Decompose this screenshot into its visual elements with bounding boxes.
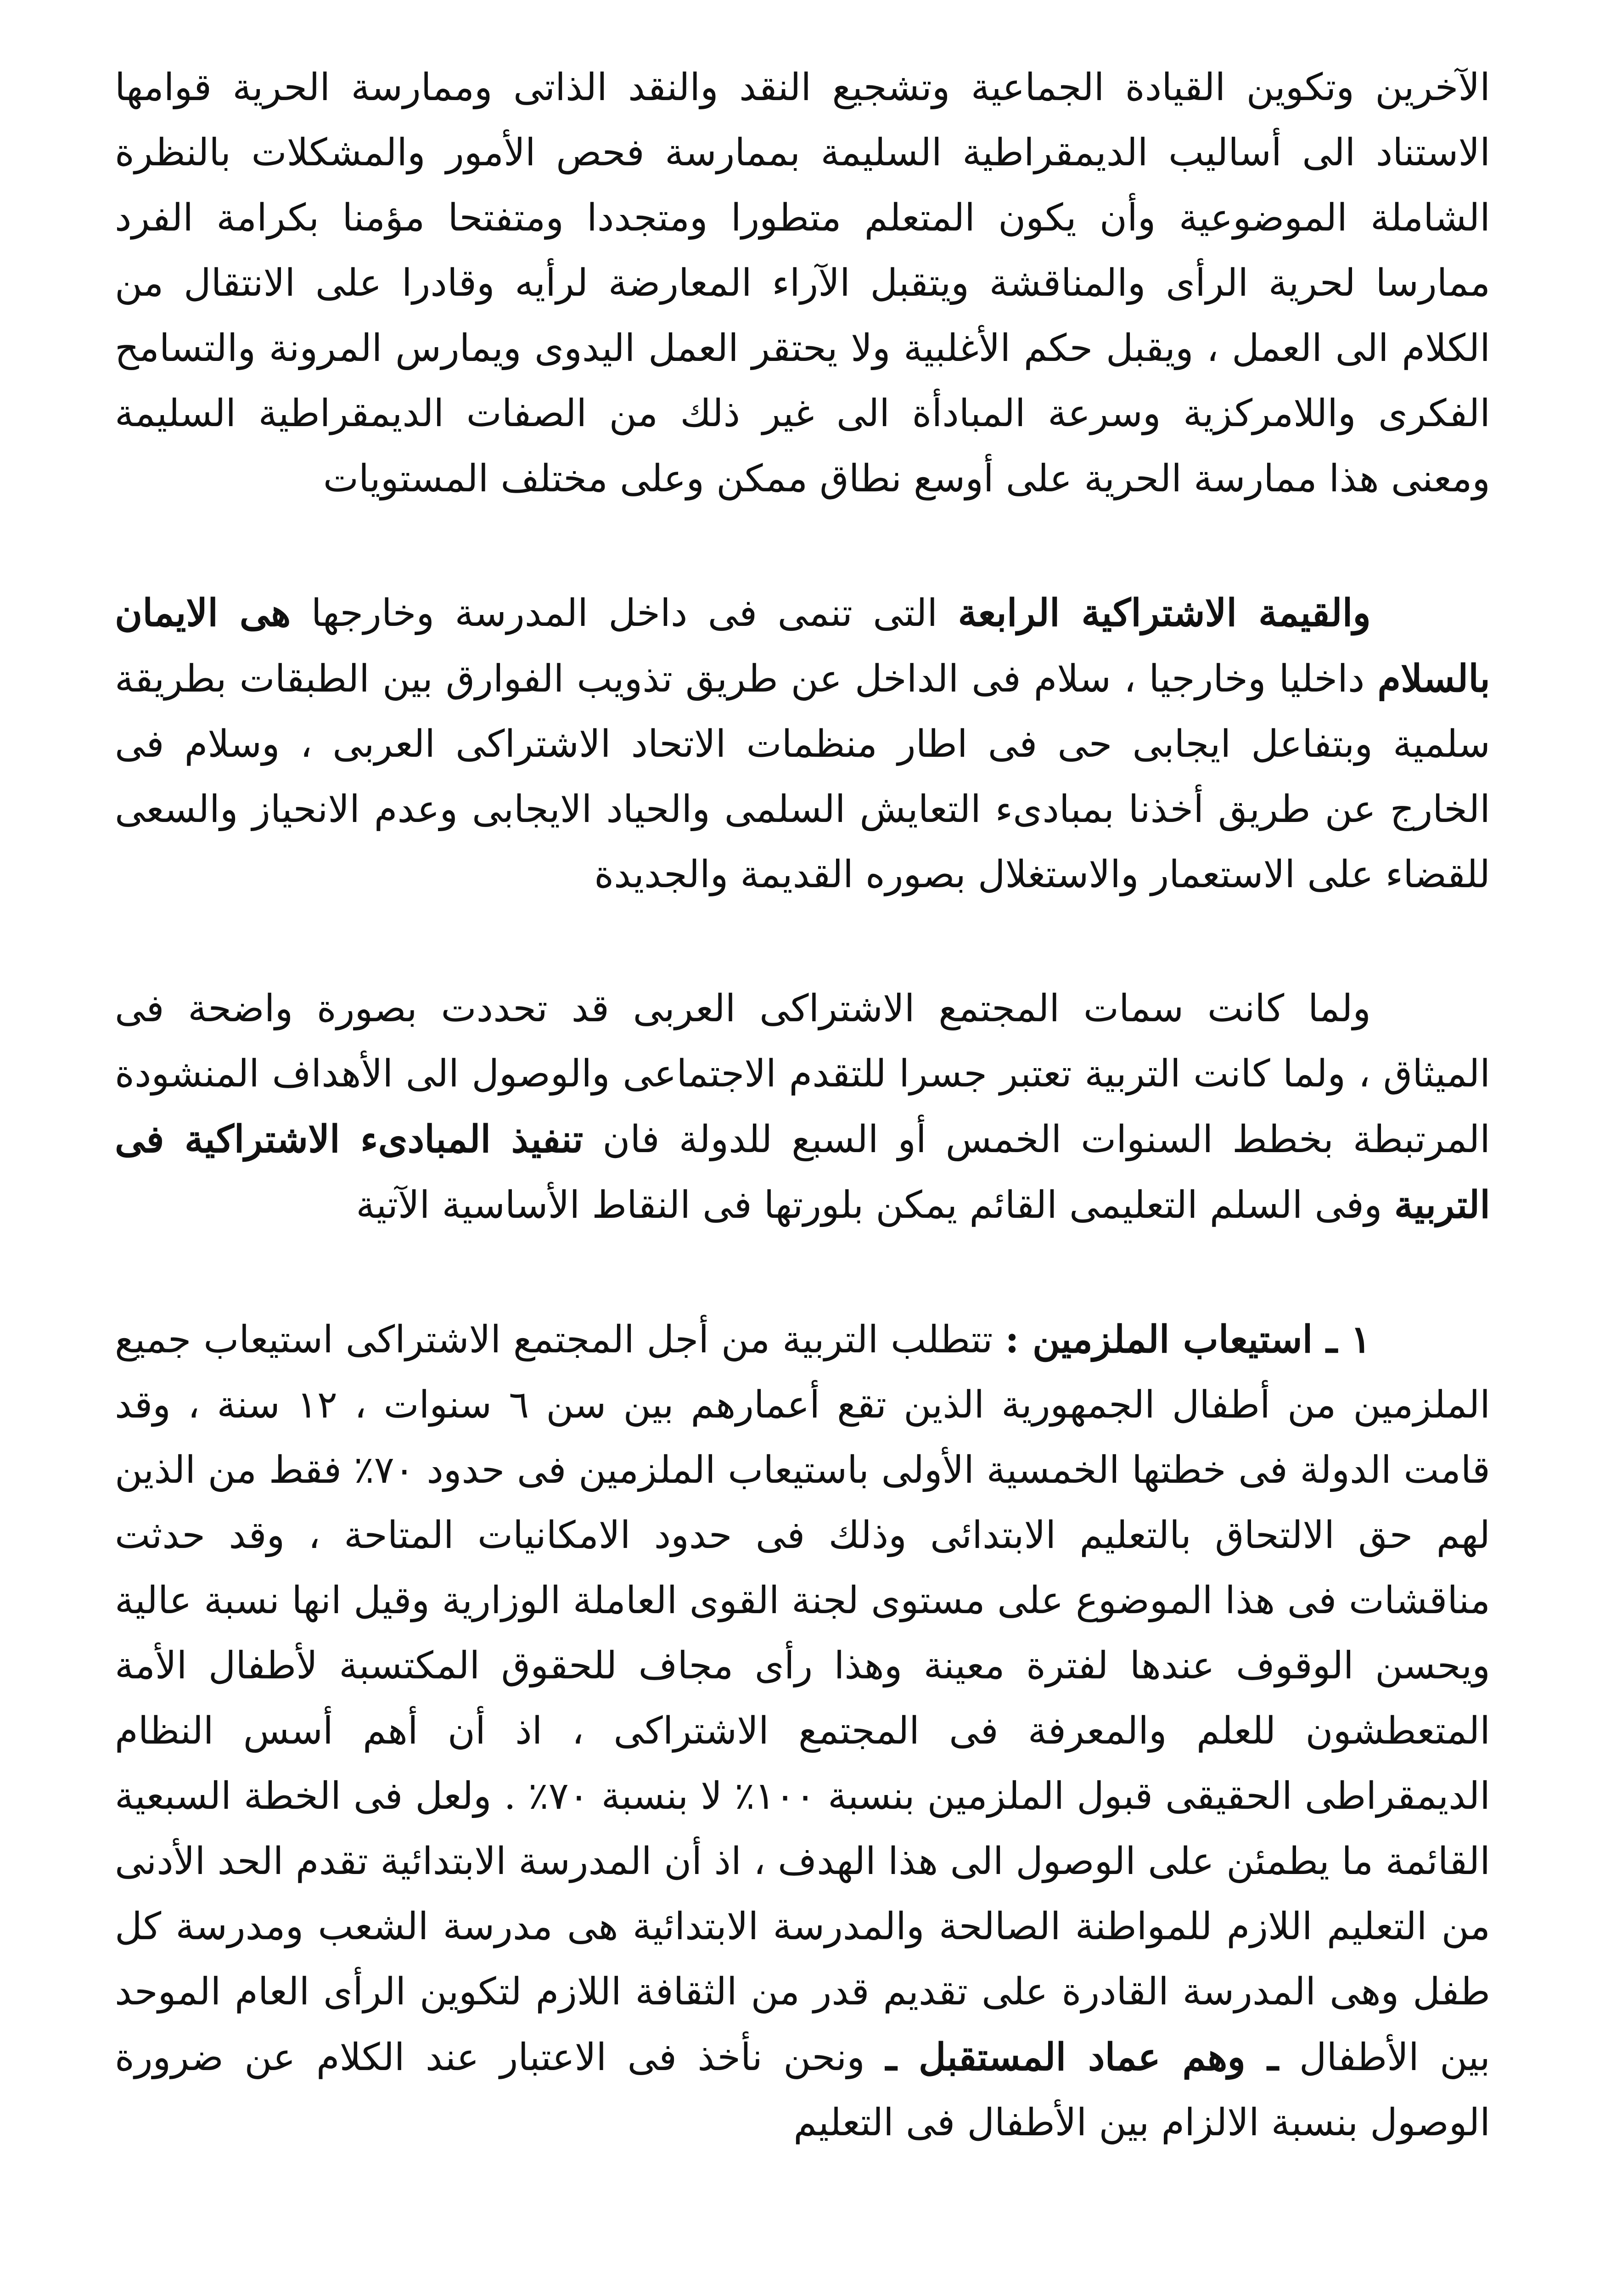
paragraph-peace bbox=[115, 580, 1490, 907]
paragraph-peace-text-2: داخليا وخارجيا ، سلام فى الداخل عن طريق تذويب الفوارق بين الطبقات بطريقة سلمية وبتفاعل ايجابى حى فى اطار منظمات الاتحاد الاشتراكى العربى ، وسلام فى الخارج عن طريق أخذنا بمبادىء التعايش السلمى والحياد الايجابى وعدم الانحياز والسعى للقضاء على الاستعمار والاستغلال بصوره القديمة والجديدة bbox=[115, 657, 1490, 896]
paragraph-charter-text-2: وفى السلم التعليمى القائم يمكن بلورتها فى النقاط الأساسية الآتية bbox=[356, 1183, 1394, 1227]
paragraph-enrollment-text-1: تتطلب التربية من أجل المجتمع الاشتراكى استيعاب جميع الملزمين من أطفال الجمهورية الذين تقع أعمارهم بين سن ٦ سنوات ، ١٢ سنة ، وقد قامت الدولة فى خطتها الخمسية الأولى باستيعاب الملزمين فى حدود ٧٠٪ فقط من الذين لهم حق الالتحاق بالتعليم الابتدائى وذلك فى حدود الامكانيات المتاحة ، وقد حدثت مناقشات فى هذا الموضوع على مستوى لجنة القوى العاملة الوزارية وقيل انها نسبة عالية ويحسن الوقوف عندها لفترة معينة وهذا رأى مجاف للحقوق المكتسبة لأطفال الأمة المتعطشون للعلم والمعرفة فى المجتمع الاشتراكى ، اذ أن أهم أسس النظام الديمقراطى الحقيقى قبول الملزمين بنسبة ١٠٠٪ لا بنسبة ٧٠٪ . ولعل فى الخطة السبعية القائمة ما يطمئن على الوصول الى هذا الهدف ، اذ أن المدرسة الابتدائية تقدم الحد الأدنى من التعليم اللازم للمواطنة الصالحة والمدرسة الابتدائية هى مدرسة الشعب ومدرسة كل طفل وهى المدرسة القادرة على تقديم قدر من الثقافة اللازم لتكوين الرأى العام الموحد بين الأطفال bbox=[115, 1318, 1490, 2079]
bold-faith-in-peace: هى الايمان بالسلام bbox=[115, 591, 1490, 701]
bold-pillars-of-future: ـ وهم عماد المستقبل ـ bbox=[886, 2035, 1279, 2079]
paragraph-gap bbox=[115, 512, 1490, 580]
paragraph-peace-text-1: التى تنمى فى داخل المدرسة وخارجها bbox=[291, 591, 958, 635]
bold-fourth-value: والقيمة الاشتراكية الرابعة bbox=[958, 591, 1371, 635]
bold-socialist-principles: تنفيذ المبادىء الاشتراكية فى التربية bbox=[115, 1117, 1490, 1227]
paragraph-compulsory-enrollment bbox=[115, 1307, 1490, 2155]
paragraph-democracy bbox=[115, 55, 1490, 512]
paragraph-enrollment-text-2: ونحن نأخذ فى الاعتبار عند الكلام عن ضرورة الوصول بنسبة الالزام بين الأطفال فى التعليم bbox=[115, 2036, 1490, 2144]
paragraph-democracy-text: الآخرين وتكوين القيادة الجماعية وتشجيع النقد والنقد الذاتى وممارسة الحرية قوامها الاستناد الى أساليب الديمقراطية السليمة بممارسة فحص الأمور والمشكلات بالنظرة الشاملة الموضوعية وأن يكون المتعلم متطورا ومتجددا ومتفتحا مؤمنا بكرامة الفرد ممارسا لحرية الرأى والمناقشة ويتقبل الآراء المعارضة لرأيه وقادرا على الانتقال من الكلام الى العمل ، ويقبل حكم الأغلبية ولا يحتقر العمل اليدوى ويمارس المرونة والتسامح الفكرى واللامركزية وسرعة المبادأة الى غير ذلك من الصفات الديمقراطية السليمة ومعنى هذا ممارسة الحرية على أوسع نطاق ممكن وعلى مختلف المستويات bbox=[115, 66, 1490, 501]
section-heading-enrollment: ١ ـ استيعاب الملزمين : bbox=[1005, 1317, 1371, 1362]
paragraph-charter bbox=[115, 976, 1490, 1238]
paragraph-charter-text-1: ولما كانت سمات المجتمع الاشتراكى العربى قد تحددت بصورة واضحة فى الميثاق ، ولما كانت التربية تعتبر جسرا للتقدم الاجتماعى والوصول الى الأهداف المنشودة المرتبطة بخطط السنوات الخمس أو السبع للدولة فان bbox=[115, 987, 1490, 1161]
document-page bbox=[115, 55, 1490, 2296]
paragraph-gap bbox=[115, 1238, 1490, 1307]
paragraph-gap bbox=[115, 907, 1490, 976]
